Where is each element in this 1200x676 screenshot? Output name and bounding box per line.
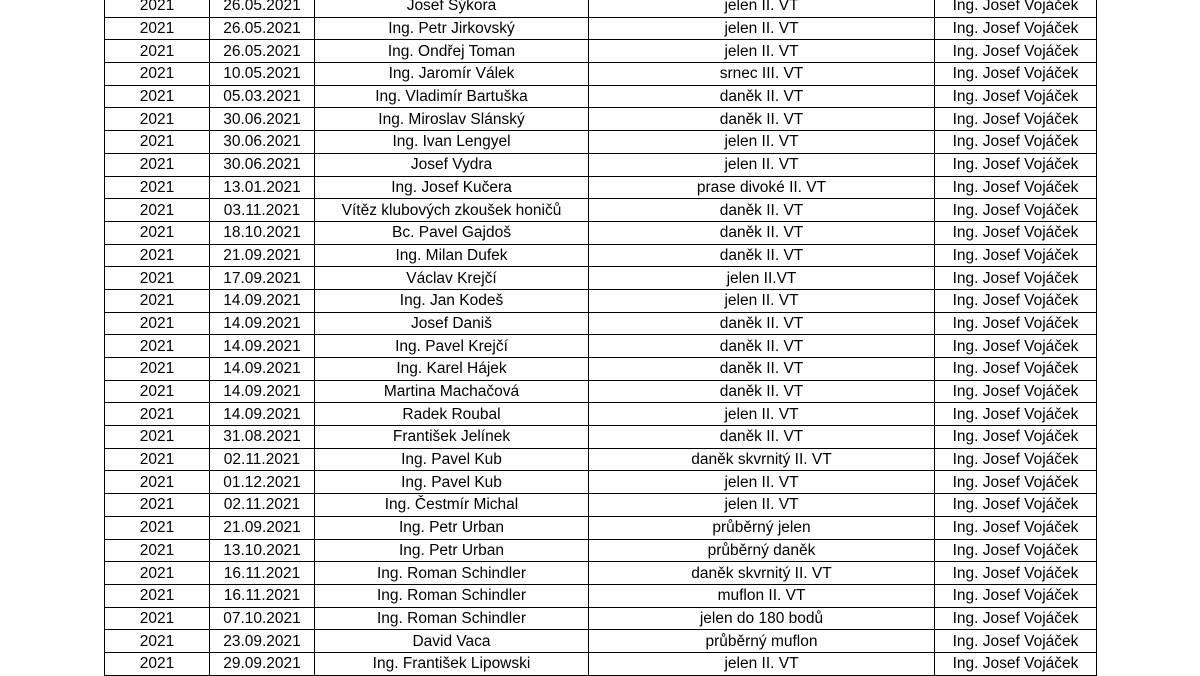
date-cell: 05.03.2021	[210, 85, 315, 108]
year-cell: 2021	[105, 85, 210, 108]
name-cell: Ing. Jan Kodeš	[315, 289, 589, 312]
year-cell: 2021	[105, 199, 210, 222]
name-cell: Ing. Petr Urban	[315, 539, 589, 562]
year-cell: 2021	[105, 516, 210, 539]
table-row	[105, 289, 1097, 312]
judge-cell: Ing. Josef Vojáček	[935, 267, 1097, 290]
name-cell: Ing. Roman Schindler	[315, 562, 589, 585]
table-row	[105, 652, 1097, 675]
name-cell: Ing. Miroslav Slánský	[315, 108, 589, 131]
trophy-cell: daněk skvrnitý II. VT	[589, 562, 935, 585]
year-cell: 2021	[105, 448, 210, 471]
judge-cell: Ing. Josef Vojáček	[935, 607, 1097, 630]
trophy-cell: daněk skvrnitý II. VT	[589, 448, 935, 471]
name-cell: Ing. Pavel Kub	[315, 471, 589, 494]
date-cell: 14.09.2021	[210, 380, 315, 403]
table-row	[105, 426, 1097, 449]
trophy-cell: daněk II. VT	[589, 199, 935, 222]
table-row	[105, 153, 1097, 176]
trophy-cell: muflon II. VT	[589, 584, 935, 607]
date-cell: 26.05.2021	[210, 0, 315, 17]
trophy-cell: jelen II.VT	[589, 267, 935, 290]
date-cell: 26.05.2021	[210, 40, 315, 63]
year-cell: 2021	[105, 0, 210, 17]
name-cell: František Jelínek	[315, 426, 589, 449]
table-row	[105, 176, 1097, 199]
trophy-cell: prase divoké II. VT	[589, 176, 935, 199]
judge-cell: Ing. Josef Vojáček	[935, 494, 1097, 517]
trophy-cell: jelen do 180 bodů	[589, 607, 935, 630]
name-cell: Ing. Ivan Lengyel	[315, 131, 589, 154]
table-row	[105, 403, 1097, 426]
year-cell: 2021	[105, 494, 210, 517]
date-cell: 31.08.2021	[210, 426, 315, 449]
name-cell: Ing. Roman Schindler	[315, 607, 589, 630]
trophy-cell: jelen II. VT	[589, 652, 935, 675]
name-cell: Josef Sýkora	[315, 0, 589, 17]
year-cell: 2021	[105, 584, 210, 607]
year-cell: 2021	[105, 471, 210, 494]
date-cell: 14.09.2021	[210, 289, 315, 312]
judge-cell: Ing. Josef Vojáček	[935, 471, 1097, 494]
judge-cell: Ing. Josef Vojáček	[935, 652, 1097, 675]
date-cell: 14.09.2021	[210, 358, 315, 381]
trophy-cell: jelen II. VT	[589, 289, 935, 312]
table-row	[105, 630, 1097, 653]
judge-cell: Ing. Josef Vojáček	[935, 85, 1097, 108]
trophy-cell: daněk II. VT	[589, 380, 935, 403]
year-cell: 2021	[105, 289, 210, 312]
name-cell: Ing. Pavel Kub	[315, 448, 589, 471]
name-cell: Ing. Petr Jirkovský	[315, 17, 589, 40]
year-cell: 2021	[105, 221, 210, 244]
year-cell: 2021	[105, 358, 210, 381]
name-cell: Ing. Ondřej Toman	[315, 40, 589, 63]
name-cell: Václav Krejčí	[315, 267, 589, 290]
date-cell: 14.09.2021	[210, 403, 315, 426]
name-cell: Ing. Josef Kučera	[315, 176, 589, 199]
date-cell: 30.06.2021	[210, 108, 315, 131]
date-cell: 16.11.2021	[210, 562, 315, 585]
date-cell: 30.06.2021	[210, 153, 315, 176]
name-cell: David Vaca	[315, 630, 589, 653]
judge-cell: Ing. Josef Vojáček	[935, 516, 1097, 539]
trophy-cell: jelen II. VT	[589, 131, 935, 154]
judge-cell: Ing. Josef Vojáček	[935, 403, 1097, 426]
table-row	[105, 0, 1097, 17]
judge-cell: Ing. Josef Vojáček	[935, 335, 1097, 358]
year-cell: 2021	[105, 652, 210, 675]
name-cell: Ing. Pavel Krejčí	[315, 335, 589, 358]
date-cell: 10.05.2021	[210, 63, 315, 86]
table-row	[105, 85, 1097, 108]
year-cell: 2021	[105, 40, 210, 63]
trophy-cell: daněk II. VT	[589, 426, 935, 449]
judge-cell: Ing. Josef Vojáček	[935, 108, 1097, 131]
trophy-cell: daněk II. VT	[589, 335, 935, 358]
trophy-cell: průběrný jelen	[589, 516, 935, 539]
date-cell: 30.06.2021	[210, 131, 315, 154]
table-row	[105, 607, 1097, 630]
judge-cell: Ing. Josef Vojáček	[935, 562, 1097, 585]
name-cell: Ing. Roman Schindler	[315, 584, 589, 607]
year-cell: 2021	[105, 267, 210, 290]
name-cell: Josef Daniš	[315, 312, 589, 335]
year-cell: 2021	[105, 403, 210, 426]
name-cell: Ing. Petr Urban	[315, 516, 589, 539]
judge-cell: Ing. Josef Vojáček	[935, 630, 1097, 653]
table-row	[105, 494, 1097, 517]
date-cell: 13.01.2021	[210, 176, 315, 199]
trophy-cell: jelen II. VT	[589, 17, 935, 40]
table-row	[105, 312, 1097, 335]
judge-cell: Ing. Josef Vojáček	[935, 539, 1097, 562]
year-cell: 2021	[105, 607, 210, 630]
judge-cell: Ing. Josef Vojáček	[935, 289, 1097, 312]
name-cell: Vítěz klubových zkoušek honičů	[315, 199, 589, 222]
judge-cell: Ing. Josef Vojáček	[935, 17, 1097, 40]
name-cell: Martina Machačová	[315, 380, 589, 403]
table-row	[105, 471, 1097, 494]
trophy-cell: jelen II. VT	[589, 0, 935, 17]
date-cell: 23.09.2021	[210, 630, 315, 653]
name-cell: Ing. Jaromír Válek	[315, 63, 589, 86]
date-cell: 21.09.2021	[210, 516, 315, 539]
trophy-cell: jelen II. VT	[589, 40, 935, 63]
date-cell: 02.11.2021	[210, 494, 315, 517]
table-row	[105, 335, 1097, 358]
year-cell: 2021	[105, 63, 210, 86]
judge-cell: Ing. Josef Vojáček	[935, 63, 1097, 86]
table-row	[105, 448, 1097, 471]
judge-cell: Ing. Josef Vojáček	[935, 131, 1097, 154]
year-cell: 2021	[105, 539, 210, 562]
year-cell: 2021	[105, 562, 210, 585]
records-table-body	[105, 0, 1097, 675]
trophy-cell: jelen II. VT	[589, 471, 935, 494]
judge-cell: Ing. Josef Vojáček	[935, 221, 1097, 244]
year-cell: 2021	[105, 426, 210, 449]
judge-cell: Ing. Josef Vojáček	[935, 584, 1097, 607]
trophy-cell: jelen II. VT	[589, 153, 935, 176]
year-cell: 2021	[105, 17, 210, 40]
year-cell: 2021	[105, 108, 210, 131]
year-cell: 2021	[105, 335, 210, 358]
judge-cell: Ing. Josef Vojáček	[935, 426, 1097, 449]
judge-cell: Ing. Josef Vojáček	[935, 244, 1097, 267]
name-cell: Ing. František Lipowski	[315, 652, 589, 675]
judge-cell: Ing. Josef Vojáček	[935, 0, 1097, 17]
date-cell: 14.09.2021	[210, 312, 315, 335]
year-cell: 2021	[105, 131, 210, 154]
date-cell: 18.10.2021	[210, 221, 315, 244]
table-row	[105, 40, 1097, 63]
date-cell: 21.09.2021	[210, 244, 315, 267]
table-row	[105, 221, 1097, 244]
table-row	[105, 380, 1097, 403]
date-cell: 07.10.2021	[210, 607, 315, 630]
trophy-cell: daněk II. VT	[589, 312, 935, 335]
table-row	[105, 108, 1097, 131]
date-cell: 01.12.2021	[210, 471, 315, 494]
date-cell: 16.11.2021	[210, 584, 315, 607]
trophy-cell: jelen II. VT	[589, 403, 935, 426]
table-row	[105, 17, 1097, 40]
name-cell: Josef Vydra	[315, 153, 589, 176]
table-row	[105, 358, 1097, 381]
name-cell: Bc. Pavel Gajdoš	[315, 221, 589, 244]
table-row	[105, 539, 1097, 562]
document-page	[104, 0, 1096, 676]
table-row	[105, 516, 1097, 539]
table-row	[105, 131, 1097, 154]
trophy-cell: daněk II. VT	[589, 221, 935, 244]
judge-cell: Ing. Josef Vojáček	[935, 40, 1097, 63]
judge-cell: Ing. Josef Vojáček	[935, 358, 1097, 381]
table-row	[105, 562, 1097, 585]
table-row	[105, 63, 1097, 86]
year-cell: 2021	[105, 176, 210, 199]
year-cell: 2021	[105, 630, 210, 653]
year-cell: 2021	[105, 153, 210, 176]
trophy-cell: průběrný daněk	[589, 539, 935, 562]
year-cell: 2021	[105, 312, 210, 335]
year-cell: 2021	[105, 380, 210, 403]
table-row	[105, 267, 1097, 290]
name-cell: Ing. Milan Dufek	[315, 244, 589, 267]
judge-cell: Ing. Josef Vojáček	[935, 312, 1097, 335]
judge-cell: Ing. Josef Vojáček	[935, 199, 1097, 222]
judge-cell: Ing. Josef Vojáček	[935, 448, 1097, 471]
trophy-cell: daněk II. VT	[589, 85, 935, 108]
judge-cell: Ing. Josef Vojáček	[935, 380, 1097, 403]
trophy-cell: průběrný muflon	[589, 630, 935, 653]
table-row	[105, 584, 1097, 607]
date-cell: 26.05.2021	[210, 17, 315, 40]
year-cell: 2021	[105, 244, 210, 267]
date-cell: 02.11.2021	[210, 448, 315, 471]
judge-cell: Ing. Josef Vojáček	[935, 176, 1097, 199]
table-row	[105, 199, 1097, 222]
trophy-cell: daněk II. VT	[589, 108, 935, 131]
records-table	[104, 0, 1097, 676]
name-cell: Ing. Vladimír Bartuška	[315, 85, 589, 108]
date-cell: 13.10.2021	[210, 539, 315, 562]
date-cell: 14.09.2021	[210, 335, 315, 358]
date-cell: 03.11.2021	[210, 199, 315, 222]
name-cell: Ing. Karel Hájek	[315, 358, 589, 381]
date-cell: 29.09.2021	[210, 652, 315, 675]
name-cell: Ing. Čestmír Michal	[315, 494, 589, 517]
trophy-cell: daněk II. VT	[589, 244, 935, 267]
trophy-cell: srnec III. VT	[589, 63, 935, 86]
trophy-cell: jelen II. VT	[589, 494, 935, 517]
trophy-cell: daněk II. VT	[589, 358, 935, 381]
table-row	[105, 244, 1097, 267]
date-cell: 17.09.2021	[210, 267, 315, 290]
judge-cell: Ing. Josef Vojáček	[935, 153, 1097, 176]
name-cell: Radek Roubal	[315, 403, 589, 426]
